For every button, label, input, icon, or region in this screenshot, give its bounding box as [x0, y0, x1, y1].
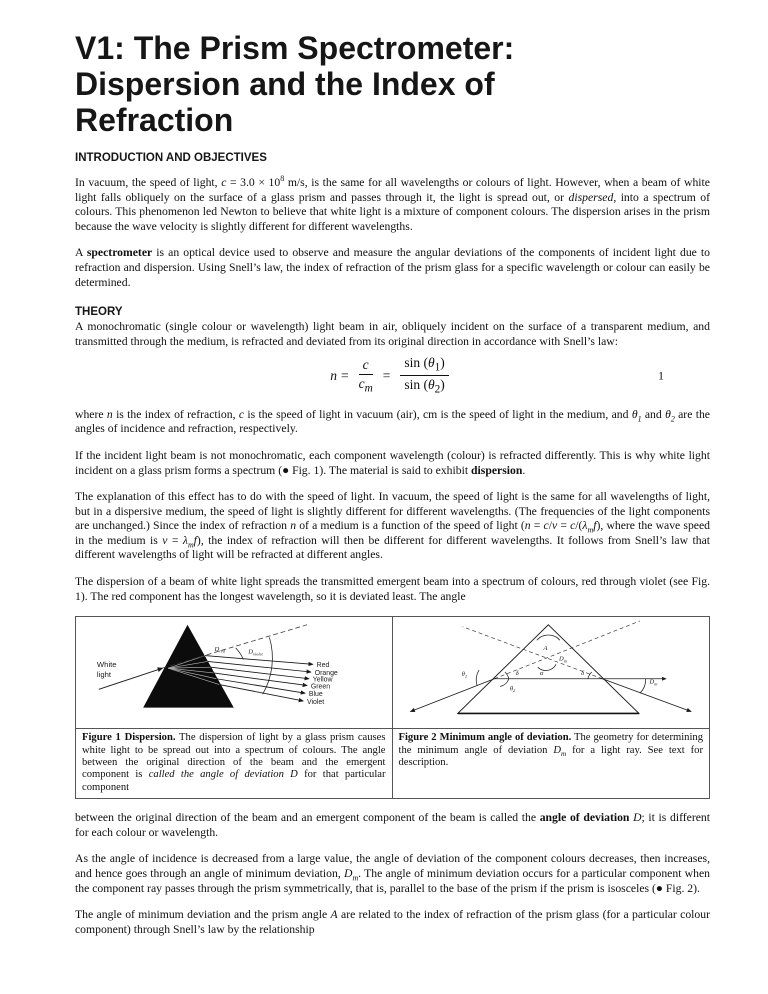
label-ray-green: Green — [310, 683, 331, 691]
figure2-minimum-deviation-diagram — [395, 619, 708, 725]
page-title-line-1: V1: The Prism Spectrometer: — [75, 30, 515, 66]
equation-lhs: n — [330, 367, 337, 383]
equation-snells-law — [75, 355, 710, 395]
paragraph-theory-5: The dispersion of a beam of white light spreads the transmitted emergent beam into a spectrum of colours, red through violet (see Fig. 1). The red component has the longest wavelength, so it is deviated least. The angle — [75, 575, 710, 603]
label-dm-center: $D_m$ — [558, 655, 567, 664]
equation-fraction-sines — [400, 355, 448, 395]
spectrum-ray-violet — [219, 685, 303, 701]
equation-equals-2: = — [382, 367, 391, 383]
label-white-light: White — [96, 660, 117, 670]
d-red-arc — [236, 648, 244, 660]
figure2-caption: Figure 2 Minimum angle of deviation. The geometry for determining the minimum angle of deviation $D_m$ for a light ray. See text for description. — [398, 732, 703, 769]
paragraph-intro-1: In vacuum, the speed of light, $c = 3.0 \times 10^8$ m/s, is the same for all wavelengths or colours of light. However, when a beam of white light falls obliquely on the surface of a glass prism and passes through it, the light is spread out, or dispersed, into a spectrum of colours. This phenomenon led Newton to believe that white light is a mixture of component colours. The dispersion arises in the prism because the wave velocity is slightly different for different wavelengths. — [75, 174, 710, 233]
prism-outline — [457, 625, 638, 714]
theta1-arc — [476, 670, 479, 685]
label-d-violet: $D_{violet}$ — [248, 648, 263, 657]
dm-right-arc — [639, 679, 645, 693]
label-theta2: $\theta_2$ — [509, 685, 515, 694]
fraction-denominator-sin2: $\sin (\theta_2)$ — [404, 377, 445, 396]
fraction-numerator-sin1: $\sin (\theta_1)$ — [400, 355, 448, 376]
theta2-arc — [500, 679, 509, 687]
paragraph-theory-1: A monochromatic (single colour or wavelength) light beam in air, obliquely incident on the surface of a transparent medium, and transmitted through the medium, is refracted and deviated from its original direction in accordance with Snell’s law: — [75, 320, 710, 348]
label-ray-violet: Violet — [306, 699, 325, 707]
label-ray-yellow: Yellow — [312, 676, 333, 684]
label-dm-right: $D_m$ — [649, 678, 657, 687]
apex-angle-arc — [536, 635, 559, 640]
equation-number: 1 — [658, 368, 664, 383]
equation-equals-1: = — [340, 367, 349, 383]
page-title-line-3: Refraction — [75, 102, 234, 138]
paragraph-theory-2: where n is the index of refraction, c is the speed of light in vacuum (air), cm is the speed of light in the medium, and $\theta_1$ and $\theta_2$ are the angles of incidence and refraction, respectively. — [75, 407, 710, 436]
page-title-line-2: Dispersion and the Index of — [75, 66, 495, 102]
figure2-panel — [393, 617, 710, 729]
spectrum-ray-green — [214, 673, 307, 686]
section-heading-theory: THEORY — [75, 306, 123, 319]
paragraph-after-figures-3: The angle of minimum deviation and the prism angle A are related to the index of refraction of the prism glass (for a particular colour component) through Snell’s law by the relationship — [75, 908, 710, 936]
incident-ray — [410, 679, 494, 712]
fraction-numerator-c: c — [359, 357, 373, 375]
label-delta-left: δ — [515, 670, 519, 678]
label-d-red: $D_{red}$ — [214, 646, 225, 654]
label-apex-angle: A — [542, 645, 548, 653]
label-ray-red: Red — [316, 662, 330, 670]
label-alpha: α — [539, 670, 543, 678]
delta-right-arc — [587, 672, 591, 679]
spectrum-ray-labels — [307, 662, 338, 706]
label-ray-orange: Orange — [314, 670, 338, 678]
fraction-denominator-cm: $c_m$ — [358, 375, 373, 395]
paragraph-theory-4: The explanation of this effect has to do with the speed of light. In vacuum, the speed of light is the same for all wavelengths of light, but in a dispersive medium, the speed of light is slightly different for different wavelengths. (The frequencies of the light components are unchanged.) Since the index of refraction n of a medium is a function of the speed of light ($n = c/v = c/(\lambda_mf)$, where the wave speed in the medium is $v = \lambda_mf$), the index of refraction will then be different for different wavelengths. It follows from Snell’s law that different wavelengths of light will be refracted at different angles. — [75, 490, 711, 562]
paragraph-theory-3: If the incident light beam is not monochromatic, each component wavelength (colour) is refracted differently. This is why white light incident on a glass prism forms a spectrum (● Fig. 1). The material is said to exhibit dispersion. — [75, 448, 710, 477]
label-white-light-2: light — [96, 670, 112, 680]
spectrum-ray-yellow — [211, 667, 309, 679]
d-violet-arc — [263, 638, 273, 695]
figure1-caption: Figure 1 Dispersion. The dispersion of light by a glass prism causes white light to be spread out into a spectrum of colours. The angle between the original direction of the beam and the emergent component is called the angle of deviation D for that particular component — [76, 729, 393, 798]
page-title — [75, 30, 710, 138]
spectrum-ray-blue — [216, 679, 305, 693]
figure1-panel — [76, 617, 393, 729]
label-delta-right: δ — [580, 670, 584, 678]
section-heading-introduction: INTRODUCTION AND OBJECTIVES — [75, 152, 267, 164]
paragraph-intro-2: A spectrometer is an optical device used to observe and measure the angular deviations of the components of incident light due to refraction and dispersion. Using Snell’s law, the index of refraction of the prism glass for a specific wavelength or colour can easily be determined. — [75, 246, 711, 289]
label-ray-blue: Blue — [308, 691, 323, 699]
paragraph-after-figures-2: As the angle of incidence is decreased from a large value, the angle of deviation of the component colours decreases, then increases, and hence goes through an angle of minimum deviation, $D_m$. The angle of minimum deviation occurs for a particular component when the component ray passes through the prism symmetrically, that is, parallel to the base of the prism if the prism is isosceles (● Fig. 2). — [75, 852, 710, 895]
figure1-dispersion-diagram — [78, 619, 390, 725]
equation-fraction-speed — [359, 357, 373, 395]
exit-ray — [602, 679, 691, 712]
prism-filled — [143, 625, 234, 708]
paragraph-after-figures-1: between the original direction of the beam and an emergent component of the beam is called the angle of deviation D; it is different for each colour or wavelength. — [75, 811, 711, 839]
figure-table — [75, 616, 710, 799]
label-theta1: $\theta_1$ — [461, 671, 467, 680]
